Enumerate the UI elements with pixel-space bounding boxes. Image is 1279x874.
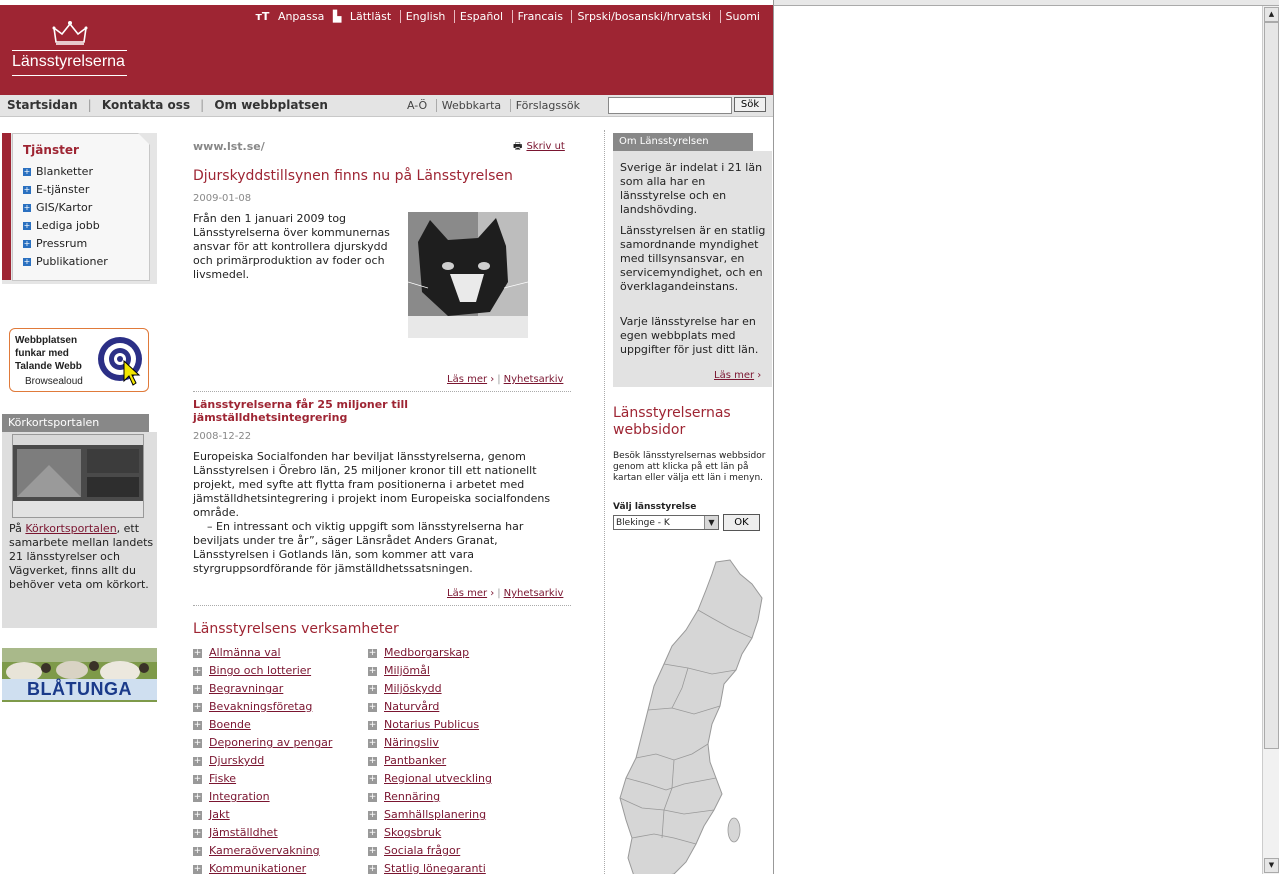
korkort-link[interactable]: Körkortsportalen: [25, 522, 117, 535]
activity-link[interactable]: Djurskydd: [209, 754, 265, 767]
nav-om-webbplatsen[interactable]: Om webbplatsen: [214, 98, 328, 112]
vertical-scrollbar[interactable]: [1262, 6, 1279, 874]
service-item[interactable]: [23, 237, 108, 255]
activity-item[interactable]: [368, 808, 492, 826]
services-accent-bar: [2, 133, 11, 280]
om-paragraph: Sverige är indelat i 21 län som alla har en länsstyrelse och en landshövding.: [620, 161, 763, 216]
activity-link[interactable]: Medborgarskap: [384, 646, 470, 659]
activity-item[interactable]: [368, 664, 492, 682]
plus-icon: +: [23, 221, 31, 230]
plus-icon: +: [193, 863, 202, 874]
om-paragraph: Länsstyrelsen är en statlig samordnande myndighet med tillsynsansvar, en servicemyndighet, och en överklagandeinstans.: [620, 224, 766, 293]
activity-link[interactable]: Integration: [209, 790, 270, 803]
activity-link[interactable]: Bingo och lotterier: [209, 664, 312, 677]
activity-link[interactable]: Boende: [209, 718, 251, 731]
om-heading: Om Länsstyrelsen: [613, 133, 753, 151]
lang-link-espanol[interactable]: Español: [454, 10, 508, 23]
service-label: GIS/Kartor: [36, 201, 93, 214]
om-more: [714, 370, 761, 381]
activity-item[interactable]: [193, 790, 332, 808]
activity-item[interactable]: [193, 754, 332, 772]
activity-link[interactable]: Miljöskydd: [384, 682, 442, 695]
webbsidor-title: Länsstyrelsernas webbsidor: [613, 405, 731, 438]
plus-icon: +: [368, 791, 377, 802]
plus-icon: +: [193, 665, 202, 676]
activity-link[interactable]: Kameraövervakning: [209, 844, 320, 857]
activity-item[interactable]: [193, 844, 332, 862]
arrow-right-icon: ›: [487, 374, 495, 385]
plus-icon: +: [23, 185, 31, 194]
ok-button[interactable]: OK: [723, 514, 760, 531]
nav-a-o[interactable]: A-Ö: [407, 99, 428, 112]
lang-link-srpski[interactable]: Srpski/bosanski/hrvatski: [571, 10, 716, 23]
activity-link[interactable]: Samhällsplanering: [384, 808, 487, 821]
read-more-link[interactable]: Läs mer: [714, 370, 755, 381]
divider: [193, 605, 571, 606]
activity-link[interactable]: Fiske: [209, 772, 237, 785]
plus-icon: +: [368, 701, 377, 712]
lang-link-suomi[interactable]: Suomi: [720, 10, 765, 23]
scroll-thumb[interactable]: [1264, 22, 1279, 749]
plus-icon: +: [368, 809, 377, 820]
activity-item[interactable]: [368, 862, 492, 874]
service-item[interactable]: [23, 165, 108, 183]
activities-title: Länsstyrelsens verksamheter: [193, 621, 399, 637]
logo-rule: [12, 75, 127, 76]
plus-icon: +: [368, 827, 377, 838]
activity-link[interactable]: Bevakningsföretag: [209, 700, 313, 713]
panel-corner: [138, 133, 150, 145]
korkort-screenshot-image[interactable]: [12, 434, 144, 518]
service-item[interactable]: [23, 201, 108, 219]
news-more-2: [447, 588, 563, 599]
plus-icon: +: [193, 791, 202, 802]
plus-icon: +: [193, 809, 202, 820]
activity-link[interactable]: Näringsliv: [384, 736, 439, 749]
read-more-link[interactable]: Läs mer: [447, 374, 488, 385]
news-paragraph: Europeiska Socialfonden har beviljat länsstyrelserna, genom Länsstyrelsen i Örebro län, 25 miljoner kronor till ett nationellt projekt, med syfte att flytta fram positionerna i arbetet med jämställdhetsintegrering i projekt inom Europeiska socialfondens område.: [193, 450, 551, 519]
activity-item[interactable]: [193, 682, 332, 700]
nav-separator: |: [200, 98, 205, 112]
lang-link-english[interactable]: English: [400, 10, 451, 23]
print-link-group[interactable]: [513, 139, 565, 156]
talande-line: Webbplatsen: [15, 335, 78, 346]
logo-name: Länsstyrelserna: [12, 53, 125, 70]
news-body-1: Från den 1 januari 2009 tog Länsstyrelserna över kommunernas ansvar för att kontrollera djurskydd och primärproduktion av foder och livsmedel.: [193, 212, 390, 281]
activity-item[interactable]: [193, 664, 332, 682]
language-bar: [256, 10, 765, 23]
site-logo[interactable]: [12, 20, 130, 82]
nav-webbkarta[interactable]: Webbkarta: [436, 99, 506, 112]
activity-link[interactable]: Allmänna val: [209, 646, 281, 659]
main-nav: [7, 98, 338, 112]
nav-startsidan[interactable]: Startsidan: [7, 98, 78, 112]
korkort-thumbnail: [13, 435, 143, 517]
plus-icon: +: [23, 167, 31, 176]
activity-link[interactable]: Rennäring: [384, 790, 441, 803]
activity-link[interactable]: Begravningar: [209, 682, 284, 695]
county-select-value: Blekinge - K: [616, 518, 670, 528]
easy-read-icon: ▙: [332, 10, 342, 23]
service-label: E-tjänster: [36, 183, 90, 196]
talande-text: [15, 334, 82, 373]
activity-item[interactable]: [368, 646, 492, 664]
plus-icon: +: [368, 647, 377, 658]
plus-icon: +: [193, 773, 202, 784]
activity-link[interactable]: Skogsbruk: [384, 826, 442, 839]
site-header: [0, 5, 773, 95]
om-box: [613, 151, 772, 387]
service-label: Lediga jobb: [36, 219, 100, 232]
lang-link-anpassa[interactable]: Anpassa: [277, 10, 325, 23]
news-date-1: 2009-01-08: [193, 193, 252, 204]
plus-icon: +: [193, 701, 202, 712]
activity-link[interactable]: Naturvård: [384, 700, 440, 713]
nav-forslagssok[interactable]: Förslagssök: [510, 99, 585, 112]
print-link[interactable]: Skriv ut: [526, 141, 565, 152]
cat-image: [408, 212, 528, 338]
text-size-icon: тТ: [255, 10, 270, 23]
browsealoud-label: Browsealoud: [25, 376, 83, 387]
activity-item[interactable]: [368, 736, 492, 754]
korkort-text-pre: På: [9, 522, 22, 535]
plus-icon: +: [23, 257, 31, 266]
activity-item[interactable]: [193, 826, 332, 844]
services-panel: [12, 133, 150, 281]
service-item[interactable]: [23, 219, 108, 237]
news-paragraph: – En intressant och viktig uppgift som länsstyrelserna har beviljats under tre år”, säger Länsrådet Anders Granat, Länsstyrelsen i Gotlands län, som kommer att vara styrgruppsordförande för jämställdhetssatsningen.: [193, 520, 524, 575]
nav-kontakta[interactable]: Kontakta oss: [101, 98, 191, 112]
services-title: Tjänster: [23, 143, 79, 157]
search-input[interactable]: [608, 97, 732, 114]
secondary-nav: [407, 99, 585, 112]
activities-list-right: [368, 646, 492, 874]
select-label: Välj länsstyrelse: [613, 502, 697, 512]
talande-webb-banner[interactable]: [9, 328, 149, 392]
column-divider: [604, 130, 605, 874]
service-label: Publikationer: [36, 255, 108, 268]
activity-item[interactable]: [368, 718, 492, 736]
news-date-2: 2008-12-22: [193, 431, 252, 442]
activity-item[interactable]: [193, 808, 332, 826]
plus-icon: +: [193, 845, 202, 856]
arrow-right-icon: ›: [754, 370, 762, 381]
lang-link-lattlast[interactable]: Lättläst: [349, 10, 392, 23]
korkort-text-post: , ett samarbete mellan landets 21 länsstyrelser och Vägverket, finns allt du behöver veta om körkort.: [9, 522, 154, 591]
plus-icon: +: [193, 647, 202, 658]
plus-icon: +: [193, 755, 202, 766]
plus-icon: +: [23, 239, 31, 248]
activity-item[interactable]: [368, 844, 492, 862]
news-more-1: [447, 374, 563, 385]
search-button[interactable]: Sök: [734, 97, 766, 112]
logo-rule: [12, 50, 127, 51]
sweden-map[interactable]: [612, 558, 772, 874]
korkort-heading: Körkortsportalen: [2, 414, 149, 432]
page-url: www.lst.se/: [193, 140, 265, 153]
arrow-right-icon: ›: [487, 588, 495, 599]
service-label: Pressrum: [36, 237, 88, 250]
lang-link-francais[interactable]: Francais: [512, 10, 568, 23]
plus-icon: +: [368, 737, 377, 748]
plus-icon: +: [368, 863, 377, 874]
activity-link[interactable]: Regional utveckling: [384, 772, 492, 785]
plus-icon: +: [23, 203, 31, 212]
activity-link[interactable]: Statlig lönegaranti: [384, 862, 486, 874]
activity-item[interactable]: [368, 826, 492, 844]
link-separator: |: [497, 588, 501, 599]
activity-item[interactable]: [368, 754, 492, 772]
activity-link[interactable]: Miljömål: [384, 664, 430, 677]
activity-item[interactable]: [193, 862, 332, 874]
activity-item[interactable]: [193, 736, 332, 754]
county-select[interactable]: [613, 515, 719, 530]
news-title-2[interactable]: Länsstyrelserna får 25 miljoner till jämställdhetsintegrering: [193, 398, 409, 424]
activity-link[interactable]: Kommunikationer: [209, 862, 307, 874]
cat-photo: [408, 212, 528, 338]
korkort-box: [2, 432, 157, 628]
plus-icon: +: [368, 719, 377, 730]
link-separator: |: [497, 374, 501, 385]
plus-icon: +: [193, 719, 202, 730]
blatunga-label: BLÅTUNGA: [2, 679, 157, 700]
plus-icon: +: [368, 755, 377, 766]
nav-bar: [0, 95, 773, 117]
services-box: [2, 133, 157, 284]
activity-link[interactable]: Sociala frågor: [384, 844, 461, 857]
service-item[interactable]: [23, 183, 108, 201]
webbsidor-text: Besök länsstyrelsernas webbsidor genom att klicka på ett län på kartan eller välja ett län i menyn.: [613, 451, 766, 483]
activities-list-left: [193, 646, 332, 874]
activity-link[interactable]: Jakt: [209, 808, 230, 821]
read-more-link[interactable]: Läs mer: [447, 588, 488, 599]
divider: [193, 391, 571, 392]
news-title-1[interactable]: Djurskyddstillsynen finns nu på Länsstyrelsen: [193, 168, 513, 184]
crown-icon: [52, 20, 88, 46]
activity-item[interactable]: [193, 700, 332, 718]
talande-line: Talande Webb: [15, 361, 82, 372]
activity-item[interactable]: [193, 718, 332, 736]
plus-icon: +: [193, 683, 202, 694]
news-body-2: [193, 450, 571, 576]
activity-link[interactable]: Deponering av pengar: [209, 736, 333, 749]
plus-icon: +: [368, 845, 377, 856]
service-label: Blanketter: [36, 165, 93, 178]
activity-item[interactable]: [368, 700, 492, 718]
scroll-down-icon[interactable]: ▼: [1264, 858, 1279, 873]
plus-icon: +: [368, 683, 377, 694]
activity-item[interactable]: [368, 772, 492, 790]
scroll-up-icon[interactable]: ▲: [1264, 7, 1279, 22]
service-item[interactable]: [23, 255, 108, 273]
activity-item[interactable]: [193, 772, 332, 790]
activity-link[interactable]: Pantbanker: [384, 754, 447, 767]
korkort-text: [9, 522, 154, 592]
printer-icon: 🖶: [513, 141, 523, 152]
om-paragraph: Varje länsstyrelse har en egen webbplats med uppgifter för just ditt län.: [620, 315, 759, 356]
activity-item[interactable]: [193, 646, 332, 664]
activity-link[interactable]: Notarius Publicus: [384, 718, 480, 731]
plus-icon: +: [193, 827, 202, 838]
blatunga-banner[interactable]: [2, 648, 157, 702]
news-archive-link[interactable]: Nyhetsarkiv: [503, 374, 564, 385]
plus-icon: +: [368, 665, 377, 676]
talande-line: funkar med: [15, 348, 69, 359]
chevron-down-icon: ▼: [704, 516, 718, 529]
plus-icon: +: [193, 737, 202, 748]
activity-item[interactable]: [368, 682, 492, 700]
activity-item[interactable]: [368, 790, 492, 808]
target-cursor-icon: [96, 333, 146, 387]
news-archive-link[interactable]: Nyhetsarkiv: [503, 588, 564, 599]
activity-link[interactable]: Jämställdhet: [209, 826, 278, 839]
plus-icon: +: [368, 773, 377, 784]
services-list: [23, 165, 108, 273]
nav-separator: |: [87, 98, 92, 112]
